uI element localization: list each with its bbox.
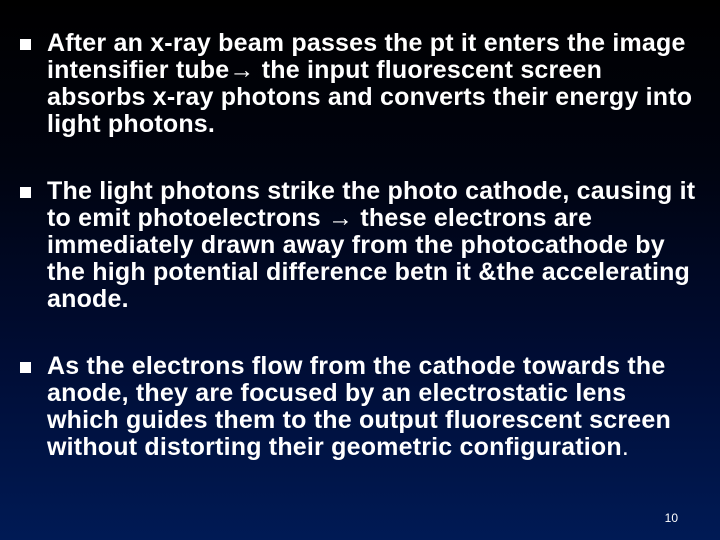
bullet-1-text-a: After an x-ray beam passes the pt it enters the image intensifier tube <box>47 29 686 84</box>
bullet-item-2 <box>20 178 700 313</box>
right-arrow-icon: → <box>229 56 255 84</box>
bullet-item-1 <box>20 30 700 138</box>
bullet-2-text-a: The light photons strike the photo cathode, causing it to emit photoelectrons <box>47 177 696 232</box>
bullet-3-text: As the electrons flow from the cathode towards the anode, they are focused by an electrostatic lens which guides them to the output fluorescent screen without distorting their geometric configuration <box>47 352 671 461</box>
bullet-3-period: . <box>621 433 630 461</box>
slide-number: 10 <box>664 511 678 525</box>
square-bullet-icon <box>20 39 31 50</box>
square-bullet-icon <box>20 362 31 373</box>
bullet-item-3 <box>20 353 700 461</box>
bullet-2-text-b: these electrons are immediately drawn away from the photocathode by the high potential difference betn it &the accelerating anode. <box>47 204 691 313</box>
bullet-list <box>20 30 700 461</box>
right-arrow-icon: → <box>328 204 354 232</box>
bullet-1-text-b: the input fluorescent screen absorbs x-ray photons and converts their energy into light photons. <box>47 56 693 138</box>
square-bullet-icon <box>20 187 31 198</box>
